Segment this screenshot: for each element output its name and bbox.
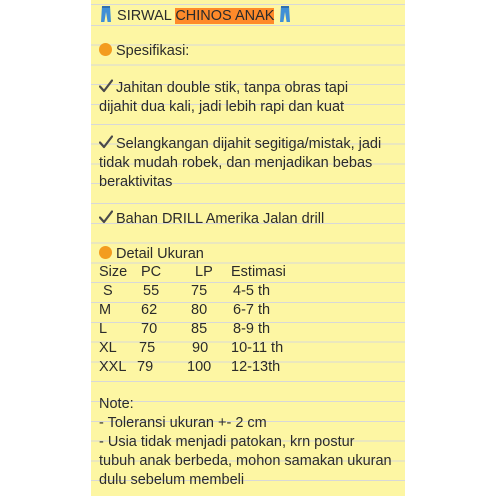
spec-1-line2: dijahit dua kali, jadi lebih rapi dan kuat [99,99,345,115]
check-mark-icon [99,79,113,93]
detail-ukuran-heading: Detail Ukuran [99,244,204,264]
note-heading: Note: [99,396,134,412]
note-line-1: - Toleransi ukuran +- 2 cm [99,415,267,431]
note-line-3: tubuh anak berbeda, mohon samakan ukuran [99,453,392,469]
header-estimasi: Estimasi [231,264,286,280]
note-line-2: - Usia tidak menjadi patokan, krn postur [99,434,355,450]
check-mark-icon [99,135,113,149]
orange-circle-icon [99,43,112,56]
table-row: M 62 80 6-7 th [99,302,271,318]
spec-2-line3: beraktivitas [99,174,173,190]
header-lp: LP [195,264,213,280]
header-size: Size [99,264,128,280]
table-row: L 70 85 8-9 th [99,321,271,337]
jeans-icon [278,6,292,22]
title-line [99,6,292,26]
orange-circle-icon [99,246,112,259]
spesifikasi-heading: Spesifikasi: [99,41,189,61]
size-table-header [91,262,405,282]
header-pc: PC [141,264,162,280]
table-row: S 55 75 4-5 th [103,283,271,299]
spec-2-line1: Selangkangan dijahit segitiga/mistak, jadi [99,134,381,154]
note-line-4: dulu sebelum membeli [99,472,245,488]
table-row: XL 75 90 10-11 th [99,340,284,356]
note-paper [91,0,405,496]
title-highlight: CHINOS ANAK [175,8,275,24]
title-prefix: SIRWAL [117,8,176,24]
table-row: XXL 79 100 12-13th [99,359,281,375]
spec-3-line1: Bahan DRILL Amerika Jalan drill [99,209,324,229]
jeans-icon [99,6,113,22]
spec-2-line2: tidak mudah robek, dan menjadikan bebas [99,155,373,171]
check-mark-icon [99,210,113,224]
spec-1-line1: Jahitan double stik, tanpa obras tapi [99,78,348,98]
